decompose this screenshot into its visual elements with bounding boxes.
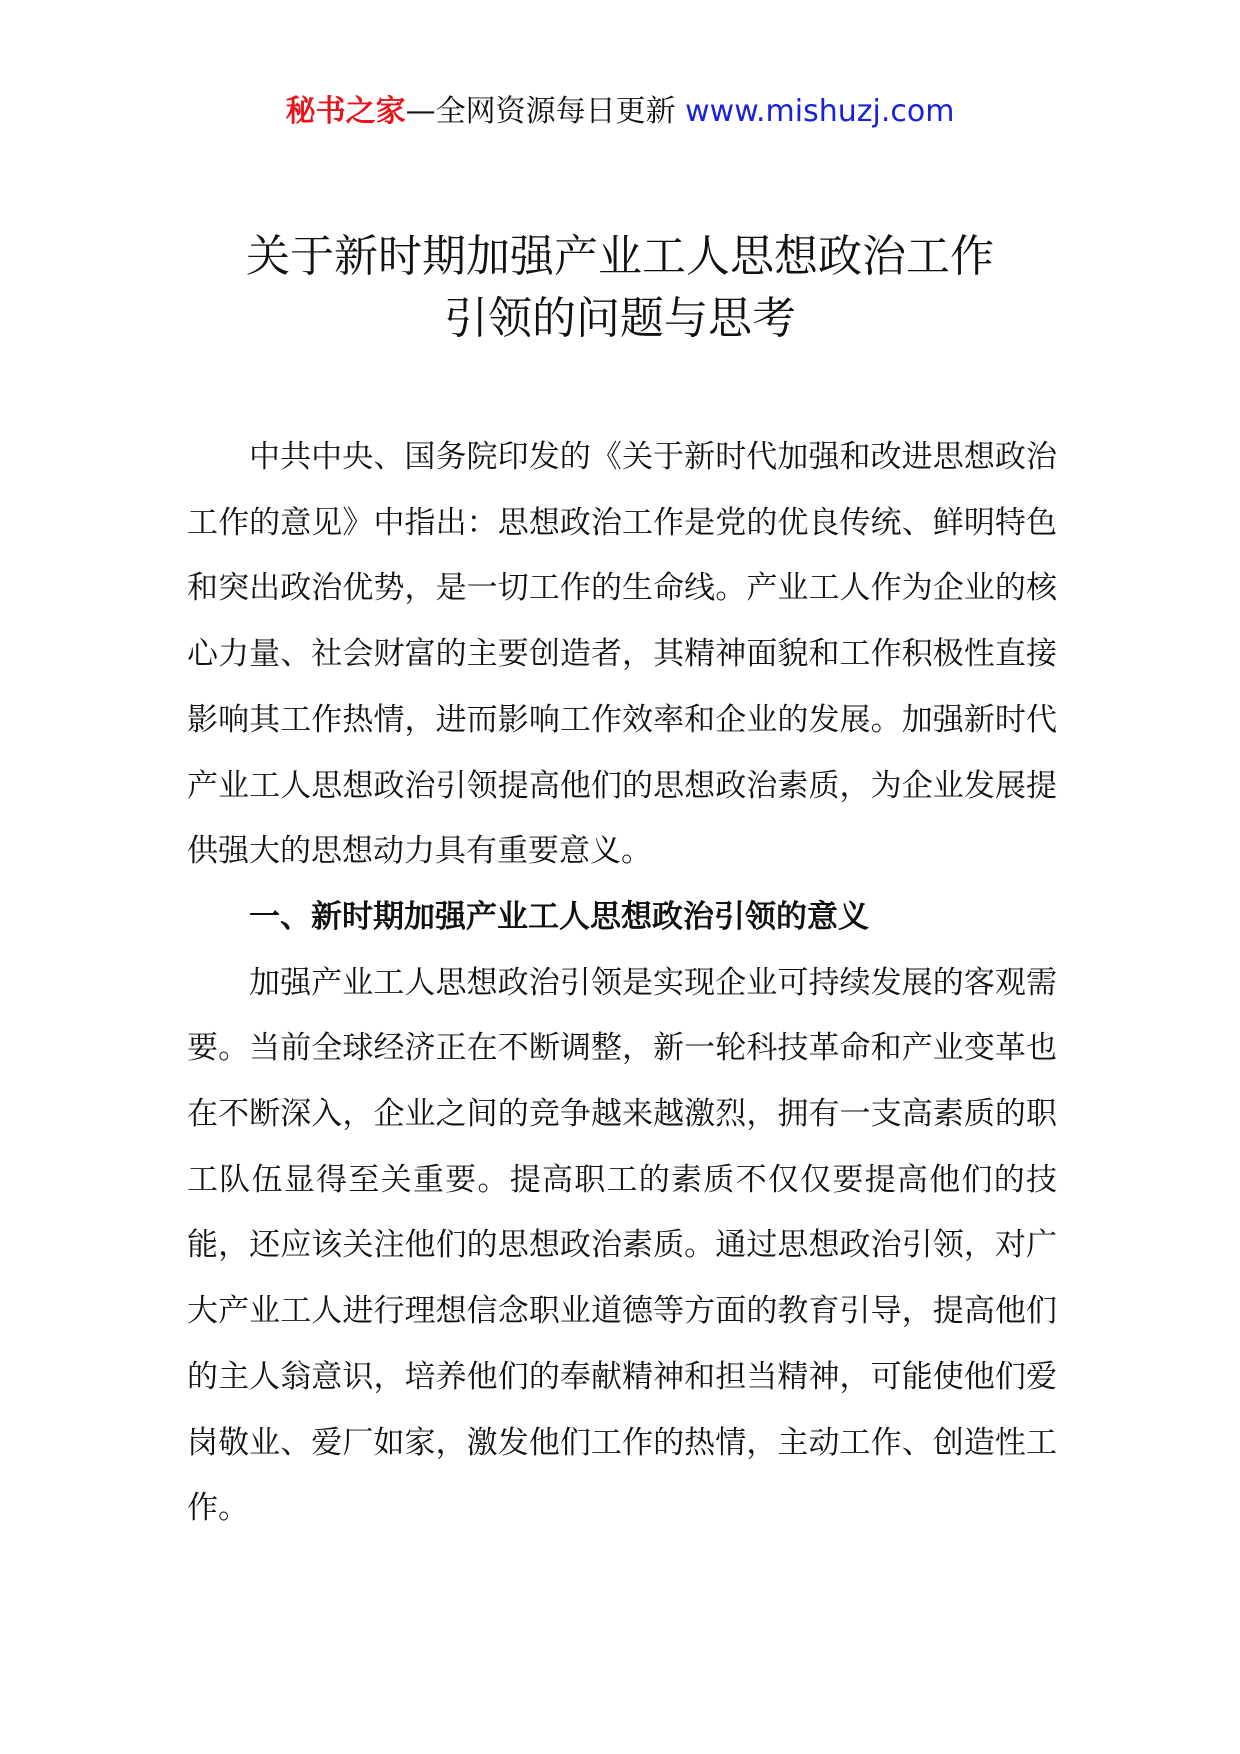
header-tagline: —全网资源每日更新 xyxy=(405,94,676,129)
brand-name: 秘书之家 xyxy=(285,94,406,129)
section-heading-1: 一、新时期加强产业工人思想政治引领的意义 xyxy=(249,898,869,935)
site-header xyxy=(0,92,1240,132)
paragraph-intro: 中共中央、国务院印发的《关于新时代加强和改进思想政治工作的意见》中指出：思想政治工作是党的优良传统、鲜明特色和突出政治优势，是一切工作的生命线。产业工人作为企业的核心力量、社会财富的主要创造者，其精神面貌和工作积极性直接影响其工作热情，进而影响工作效率和企业的发展。加强新时代产业工人思想政治引领提高他们的思想政治素质，为企业发展提供强大的思想动力具有重要意义。 xyxy=(187,439,1057,870)
document-title xyxy=(0,226,1240,350)
title-line-1: 关于新时期加强产业工人思想政治工作 xyxy=(246,231,994,282)
title-line-2: 引领的问题与思考 xyxy=(444,293,796,344)
document-body xyxy=(187,425,1057,1542)
paragraph-significance: 加强产业工人思想政治引领是实现企业可持续发展的客观需要。当前全球经济正在不断调整，新一轮科技革命和产业变革也在不断深入，企业之间的竞争越来越激烈，拥有一支高素质的职工队伍显得至关重要。提高职工的素质不仅仅要提高他们的技能，还应该关注他们的思想政治素质。通过思想政治引领，对广大产业工人进行理想信念职业道德等方面的教育引导，提高他们的主人翁意识，培养他们的奉献精神和担当精神，可能使他们爱岗敬业、爱厂如家，激发他们工作的热情，主动工作、创造性工作。 xyxy=(187,964,1057,1527)
site-url-link[interactable]: www.mishuzj.com xyxy=(685,94,955,129)
